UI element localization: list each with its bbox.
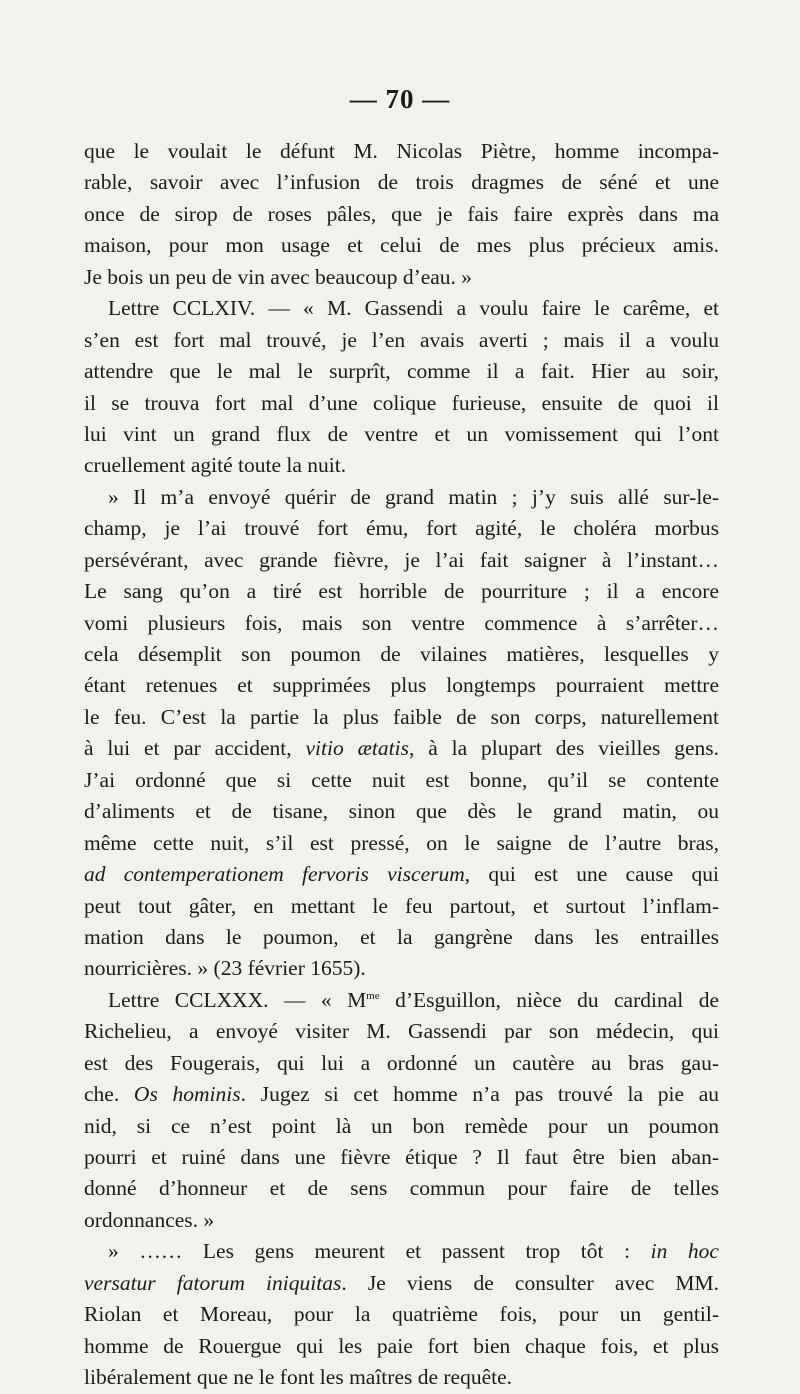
text-line bbox=[84, 199, 719, 230]
body-text bbox=[84, 136, 719, 1394]
italic-phrase: ad contemperationem fervoris viscerum bbox=[84, 862, 465, 887]
text-run: attendre que le mal le surprît, comme il a fait. Hier au soir, bbox=[84, 359, 719, 384]
text-run: mation dans le poumon, et la gangrène dans les entrailles bbox=[84, 924, 719, 949]
text-run: , à la plupart des vieilles gens. bbox=[408, 736, 720, 761]
text-run: que le voulait le défunt M. Nicolas Piètre, homme incompa- bbox=[84, 139, 719, 163]
text-line bbox=[84, 356, 719, 387]
text-run: le feu. C’est la partie la plus faible de son corps, naturellement bbox=[84, 704, 719, 729]
text-line bbox=[84, 167, 719, 198]
text-run: » Il m’a envoyé quérir de grand matin ; j’y suis allé sur-le- bbox=[108, 484, 719, 509]
text-line bbox=[84, 325, 719, 356]
text-run: Le sang qu’on a tiré est horrible de pourriture ; il a encore bbox=[84, 579, 719, 604]
text-run: Je bois un peu de vin avec beaucoup d’eau. » bbox=[84, 264, 473, 289]
text-line bbox=[84, 1362, 719, 1393]
text-line bbox=[84, 450, 719, 481]
text-run: peut tout gâter, en mettant le feu partout, et surtout l’inflam- bbox=[84, 893, 719, 918]
text-line bbox=[84, 1268, 719, 1299]
text-run: est des Fougerais, qui lui a ordonné un cautère au bras gau- bbox=[84, 1050, 719, 1075]
text-run: pourri et ruiné dans une fièvre étique ? Il faut être bien aban- bbox=[84, 1145, 719, 1169]
text-run: donné d’honneur et de sens commun pour faire de telles bbox=[84, 1176, 719, 1201]
text-run: cruellement agité toute la nuit. bbox=[84, 453, 347, 478]
italic-phrase: in hoc bbox=[650, 1239, 719, 1264]
text-line bbox=[84, 1142, 719, 1173]
text-run: cela désemplit son poumon de vilaines matières, lesquelles y bbox=[84, 642, 719, 666]
text-run: étant retenues et supprimées plus longtemps pourraient mettre bbox=[84, 673, 719, 698]
text-run: s’en est fort mal trouvé, je l’en avais averti ; mais il a voulu bbox=[84, 327, 719, 352]
text-run: nourricières. » (23 février 1655). bbox=[84, 956, 366, 981]
text-line bbox=[84, 859, 719, 890]
text-run: même cette nuit, s’il est pressé, on le saigne de l’autre bras, bbox=[84, 830, 719, 855]
text-run: vomi plusieurs fois, mais son ventre commence à s’arrêter… bbox=[84, 610, 719, 635]
text-line bbox=[84, 733, 719, 764]
text-line bbox=[84, 1173, 719, 1204]
text-run: à lui et par accident, bbox=[84, 736, 306, 761]
text-line bbox=[84, 576, 719, 607]
text-line bbox=[84, 1079, 719, 1110]
text-run: » …… Les gens meurent et passent trop tôt : bbox=[108, 1239, 651, 1264]
text-line bbox=[84, 1236, 719, 1267]
text-line bbox=[84, 922, 719, 953]
text-line bbox=[84, 702, 719, 733]
text-run: ordonnances. » bbox=[84, 1207, 215, 1232]
text-line bbox=[84, 796, 719, 827]
text-line bbox=[84, 765, 719, 796]
text-line bbox=[84, 293, 719, 324]
text-run: rable, savoir avec l’infusion de trois dragmes de séné et une bbox=[84, 170, 719, 195]
text-line bbox=[84, 513, 719, 544]
text-run: champ, je l’ai trouvé fort ému, fort agité, le choléra morbus bbox=[84, 516, 719, 541]
text-line bbox=[84, 388, 719, 419]
text-line bbox=[84, 419, 719, 450]
text-run: Lettre CCLXIV. — « M. Gassendi a voulu faire le carême, et bbox=[108, 296, 719, 321]
text-run: Riolan et Moreau, pour la quatrième fois, pour un gentil- bbox=[84, 1302, 719, 1327]
text-line bbox=[84, 1048, 719, 1079]
text-line bbox=[84, 230, 719, 261]
text-line bbox=[84, 985, 719, 1016]
text-line bbox=[84, 482, 719, 513]
italic-phrase: vitio ætatis bbox=[305, 736, 409, 761]
text-line bbox=[84, 545, 719, 576]
text-run: J’ai ordonné que si cette nuit est bonne, qu’il se contente bbox=[84, 767, 719, 792]
text-line bbox=[84, 1331, 719, 1362]
text-line bbox=[84, 136, 719, 167]
text-line bbox=[84, 262, 719, 293]
text-run: homme de Rouergue qui les paie fort bien chaque fois, et plus bbox=[84, 1333, 719, 1358]
text-run: , qui est une cause qui bbox=[464, 862, 719, 887]
text-run: d’aliments et de tisane, sinon que dès le grand matin, ou bbox=[84, 799, 719, 824]
text-run: lui vint un grand flux de ventre et un vomissement qui l’ont bbox=[84, 421, 719, 446]
text-run: libéralement que ne le font les maîtres de requête. bbox=[84, 1365, 513, 1390]
text-line bbox=[84, 953, 719, 984]
superscript: me bbox=[366, 989, 380, 1002]
text-line bbox=[84, 1016, 719, 1047]
text-line bbox=[84, 1299, 719, 1330]
italic-phrase: versatur fatorum iniquitas bbox=[84, 1270, 342, 1295]
text-line bbox=[84, 1111, 719, 1142]
text-line bbox=[84, 608, 719, 639]
text-run: once de sirop de roses pâles, que je fais faire exprès dans ma bbox=[84, 201, 719, 226]
text-line bbox=[84, 891, 719, 922]
text-run: maison, pour mon usage et celui de mes plus précieux amis. bbox=[84, 233, 719, 258]
text-run: . Jugez si cet homme n’a pas trouvé la pie au bbox=[240, 1082, 719, 1107]
text-run: il se trouva fort mal d’une colique furieuse, ensuite de quoi il bbox=[84, 390, 719, 415]
text-run: nid, si ce n’est point là un bon remède pour un poumon bbox=[84, 1113, 719, 1138]
text-run: Lettre CCLXXX. — « M bbox=[108, 987, 367, 1012]
text-run: che. bbox=[84, 1082, 134, 1107]
text-line bbox=[84, 639, 719, 670]
text-run: . Je viens de consulter avec MM. bbox=[341, 1270, 719, 1295]
text-line bbox=[84, 670, 719, 701]
italic-phrase: Os hominis bbox=[133, 1082, 241, 1107]
page-number: — 70 — bbox=[349, 84, 451, 114]
text-run: d’Esguillon, nièce du cardinal de bbox=[379, 987, 719, 1012]
text-run: Richelieu, a envoyé visiter M. Gassendi par son médecin, qui bbox=[84, 1019, 719, 1044]
text-line bbox=[84, 1205, 719, 1236]
text-run: persévérant, avec grande fièvre, je l’ai fait saigner à l’instant… bbox=[84, 547, 719, 572]
text-line bbox=[84, 828, 719, 859]
